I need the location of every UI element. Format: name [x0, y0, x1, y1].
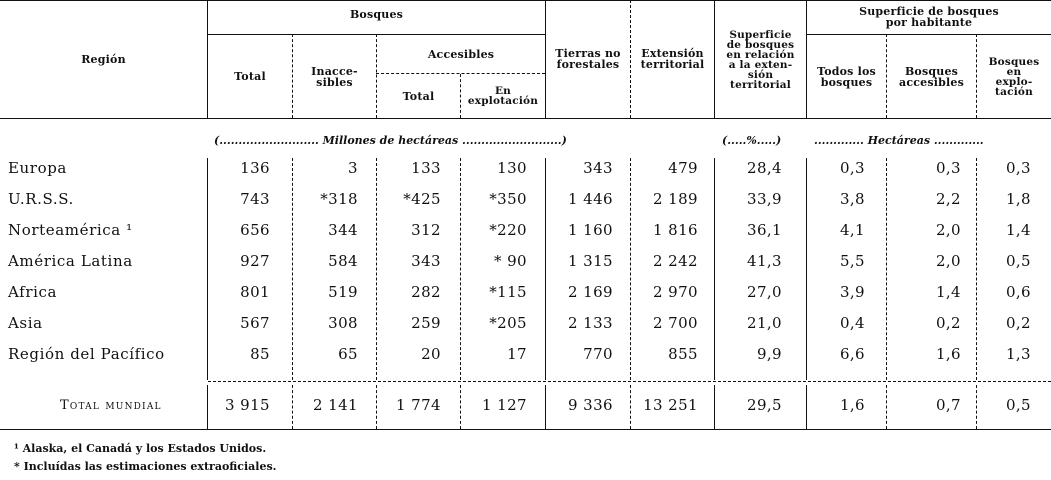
todos-bosques-header: Todos los bosques [817, 64, 876, 89]
table-cell: 2,2 [935, 190, 961, 208]
table-cell: 1 315 [568, 252, 613, 270]
region-label: América Latina [8, 252, 133, 270]
total-mundial-label: Total mundial [60, 398, 162, 413]
table-cell: 479 [668, 159, 698, 177]
total-cell: 1 127 [482, 396, 527, 414]
table-cell: *425 [403, 190, 441, 208]
table-cell: 801 [240, 283, 270, 301]
total-cell: 29,5 [747, 396, 782, 414]
region-label: Africa [8, 283, 58, 301]
accesibles-header: Accesibles [427, 47, 495, 61]
table-cell: 519 [328, 283, 358, 301]
en-explotacion-header: En explotación [467, 85, 539, 107]
total-cell: 2 141 [313, 396, 358, 414]
table-cell: 33,9 [747, 190, 782, 208]
total-cell: 9 336 [568, 396, 613, 414]
bosques-explotacion-header: Bosques en explo- tación [988, 55, 1040, 98]
table-cell: 312 [411, 221, 441, 239]
region-label: Norteamérica ¹ [8, 221, 133, 239]
por-habitante-header: Superficie de bosques por habitante [859, 5, 999, 29]
table-cell: 17 [507, 345, 527, 363]
table-cell: 2,0 [935, 221, 961, 239]
total-cell: 0,5 [1005, 396, 1031, 414]
table-cell: 1,3 [1005, 345, 1031, 363]
table-cell: 21,0 [747, 314, 782, 332]
total-top-rule [208, 381, 1051, 382]
table-cell: 0,6 [1005, 283, 1031, 301]
table-cell: 282 [411, 283, 441, 301]
table-cell: 0,5 [1005, 252, 1031, 270]
table-cell: 855 [668, 345, 698, 363]
extension-header: Extensión territorial [640, 47, 705, 71]
bosques-accesibles-header: Bosques accesibles [899, 64, 964, 89]
header-bottom-rule [0, 118, 1051, 119]
table-cell: 0,3 [1005, 159, 1031, 177]
table-cell: 344 [328, 221, 358, 239]
total-cell: 1,6 [839, 396, 865, 414]
table-cell: 130 [497, 159, 527, 177]
unit-hectareas: ............. Hectáreas ............. [814, 134, 984, 147]
table-cell: 343 [583, 159, 613, 177]
table-cell: 6,6 [839, 345, 865, 363]
table-cell: 2 189 [653, 190, 698, 208]
table-cell: *318 [320, 190, 358, 208]
table-cell: 2 242 [653, 252, 698, 270]
table-cell: 28,4 [747, 159, 782, 177]
table-cell: 2 133 [568, 314, 613, 332]
region-label: U.R.S.S. [8, 190, 74, 208]
table-cell: 2,0 [935, 252, 961, 270]
table-cell: 136 [240, 159, 270, 177]
table-cell: 0,2 [1005, 314, 1031, 332]
table-cell: *350 [489, 190, 527, 208]
table-cell: 567 [240, 314, 270, 332]
region-label: Asia [8, 314, 43, 332]
footnote-2: * Incluídas las estimaciones extraoficiales. [14, 460, 277, 473]
table-cell: 0,4 [839, 314, 865, 332]
table-cell: 36,1 [747, 221, 782, 239]
footnote-1: ¹ Alaska, el Canadá y los Estados Unidos. [14, 442, 267, 455]
table-cell: 3,8 [839, 190, 865, 208]
table-cell: 2 970 [653, 283, 698, 301]
table-cell: 1 160 [568, 221, 613, 239]
table-cell: 27,0 [747, 283, 782, 301]
table-cell: 0,2 [935, 314, 961, 332]
table-cell: 743 [240, 190, 270, 208]
total-cell: 13 251 [643, 396, 698, 414]
table-cell: *220 [489, 221, 527, 239]
total-cell: 0,7 [935, 396, 961, 414]
superficie-relacion-header: Superficie de bosques en relación a la exten- sión territorial [726, 29, 795, 91]
table-cell: 1,6 [935, 345, 961, 363]
table-cell: 584 [328, 252, 358, 270]
table-cell: 2 700 [653, 314, 698, 332]
inaccesibles-header: Inacce- sibles [311, 64, 358, 89]
table-cell: 5,5 [839, 252, 865, 270]
region-header: Región [81, 52, 126, 66]
bosques-header: Bosques [349, 7, 404, 21]
table-cell: * 90 [494, 252, 527, 270]
table-cell: 41,3 [747, 252, 782, 270]
table-cell: 308 [328, 314, 358, 332]
table-cell: 2 169 [568, 283, 613, 301]
table-bottom-rule [0, 429, 1051, 430]
table-cell: 1,4 [1005, 221, 1031, 239]
table-cell: 133 [411, 159, 441, 177]
table-cell: 20 [421, 345, 441, 363]
region-label: Región del Pacífico [8, 345, 165, 363]
unit-millones: (.......................... Millones de hectáreas ..........................) [214, 134, 567, 147]
table-cell: 0,3 [935, 159, 961, 177]
table-cell: 343 [411, 252, 441, 270]
total-cell: 3 915 [225, 396, 270, 414]
table-cell: 3 [348, 159, 358, 177]
table-cell: 1 816 [653, 221, 698, 239]
table-cell: *205 [489, 314, 527, 332]
tierras-header: Tierras no forestales [555, 47, 621, 71]
table-cell: 927 [240, 252, 270, 270]
table-cell: 1,8 [1005, 190, 1031, 208]
table-cell: 4,1 [839, 221, 865, 239]
table-cell: *115 [489, 283, 527, 301]
total-cell: 1 774 [396, 396, 441, 414]
region-label: Europa [8, 159, 67, 177]
unit-percent: (.....%.....) [722, 134, 782, 147]
table-cell: 9,9 [756, 345, 782, 363]
table-cell: 1 446 [568, 190, 613, 208]
table-cell: 3,9 [839, 283, 865, 301]
accesibles-total-header: Total [402, 89, 435, 103]
table-cell: 770 [583, 345, 613, 363]
table-cell: 259 [411, 314, 441, 332]
total-header: Total [234, 70, 266, 83]
table-cell: 65 [338, 345, 358, 363]
table-cell: 1,4 [935, 283, 961, 301]
table-cell: 0,3 [839, 159, 865, 177]
table-cell: 85 [250, 345, 270, 363]
table-cell: 656 [240, 221, 270, 239]
